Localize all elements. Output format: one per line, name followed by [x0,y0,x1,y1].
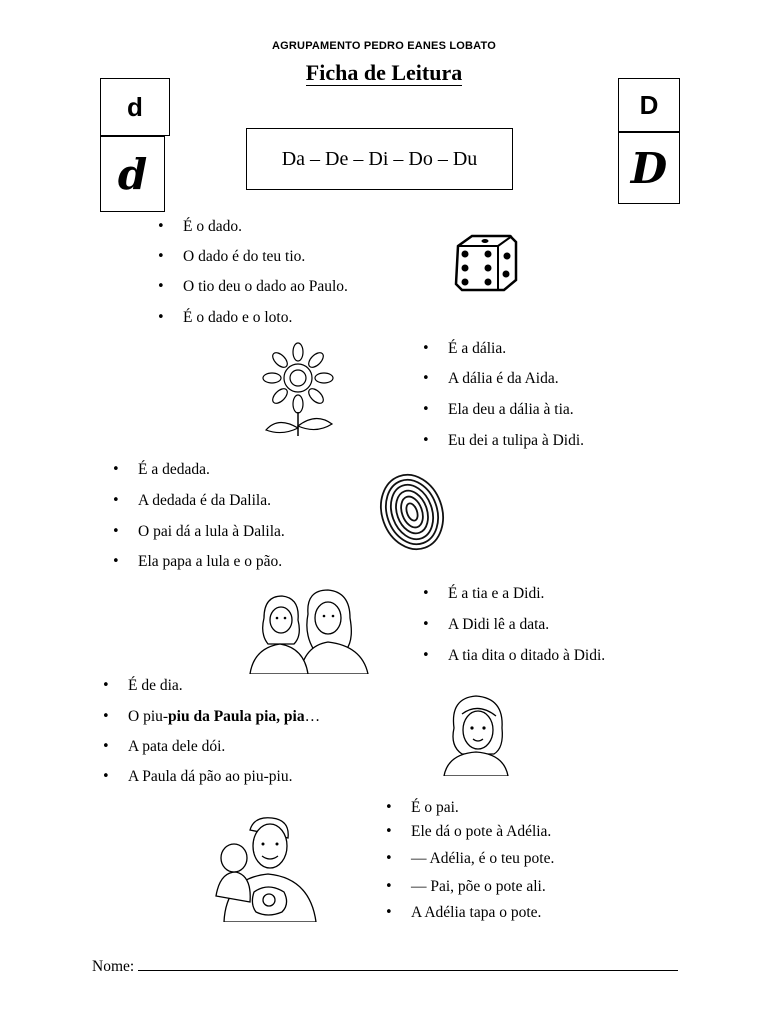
name-label: Nome: [92,958,135,975]
list-item: • Ela deu a dália à tia. [448,401,574,419]
list-item: • A tia dita o ditado à Didi. [448,647,605,665]
list-item: • É o dado e o loto. [183,309,292,327]
list-item: • O tio deu o dado ao Paulo. [183,278,348,296]
list-item: • ― Pai, põe o pote ali. [411,878,546,896]
name-field[interactable] [92,958,678,976]
list-item: • A Adélia tapa o pote. [411,904,541,922]
uppercase-print-letter: D [639,89,659,120]
list-item: • A dália é da Aida. [448,370,559,388]
page-title: Ficha de Leitura [305,60,463,85]
lowercase-cursive-letter-box [100,136,165,212]
flower-icon [258,342,338,438]
list-item: • É de dia. [128,677,183,695]
list-item: • O piu-piu da Paula pia, pia… [128,708,320,726]
lowercase-print-letter: d [127,91,143,122]
list-item: • A Paula dá pão ao piu-piu. [128,768,292,786]
school-name: AGRUPAMENTO PEDRO EANES LOBATO [272,40,496,52]
fingerprint-icon [378,472,448,554]
father-and-child-icon [210,812,320,922]
lowercase-print-letter-box [100,78,170,136]
list-item: • É a tia e a Didi. [448,585,544,603]
list-item: • Eu dei a tulipa à Didi. [448,432,584,450]
list-item: • É o dado. [183,218,242,236]
list-item: • A Didi lê a data. [448,616,549,634]
aunt-and-girl-icon [246,584,372,674]
name-underline [138,958,678,971]
dice-icon [450,230,520,294]
list-item: • É a dália. [448,340,506,358]
list-item: • Ela papa a lula e o pão. [138,553,282,571]
list-item: • ― Adélia, é o teu pote. [411,850,554,868]
uppercase-cursive-letter: D [630,143,668,193]
syllables-box [246,128,513,190]
lowercase-cursive-letter: d [117,149,148,199]
uppercase-print-letter-box [618,78,680,132]
list-item: • A pata dele dói. [128,738,225,756]
list-item: • A dedada é da Dalila. [138,492,271,510]
syllables-text: Da – De – Di – Do – Du [281,147,478,170]
list-item: • O dado é do teu tio. [183,248,305,266]
uppercase-cursive-letter-box [618,132,680,204]
list-item: • É a dedada. [138,461,210,479]
list-item: • Ele dá o pote à Adélia. [411,823,551,841]
list-item: • O pai dá a lula à Dalila. [138,523,285,541]
girl-portrait-icon [440,692,510,776]
list-item: • É o pai. [411,799,459,817]
